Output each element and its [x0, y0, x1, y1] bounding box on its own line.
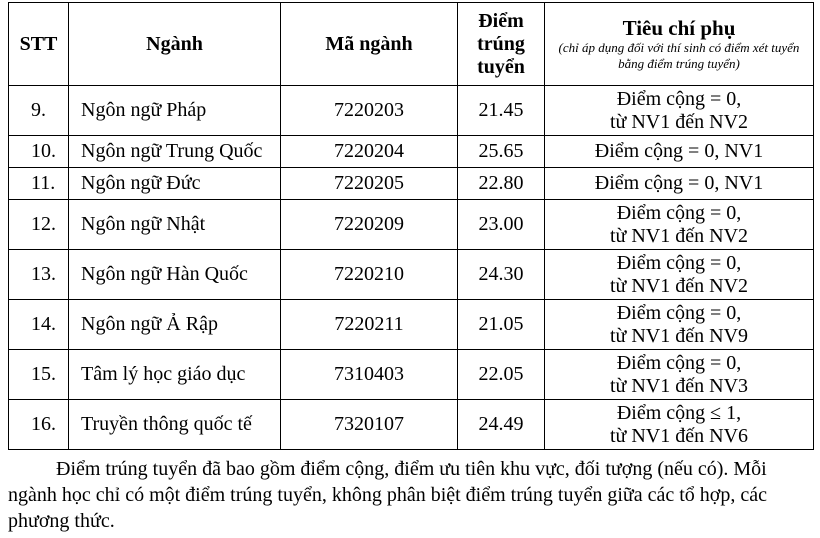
criteria-line: từ NV1 đến NV6 [609, 424, 749, 447]
cell-code: 7310403 [281, 350, 458, 400]
cell-major: Ngôn ngữ Nhật [69, 200, 281, 250]
cell-code: 7220204 [281, 136, 458, 168]
header-criteria-title: Tiêu chí phụ [622, 16, 736, 40]
cell-major: Ngôn ngữ Pháp [69, 86, 281, 136]
criteria-line: Điểm cộng = 0, [616, 201, 742, 224]
table-row [9, 250, 814, 300]
cell-score: 24.49 [458, 400, 545, 450]
table-row [9, 400, 814, 450]
cell-score: 25.65 [458, 136, 545, 168]
criteria-line: Điểm cộng = 0, [616, 301, 742, 324]
criteria-line: từ NV1 đến NV2 [609, 274, 749, 297]
cell-code: 7220205 [281, 168, 458, 200]
header-code: Mã ngành [281, 3, 458, 86]
cell-criteria [545, 400, 814, 450]
criteria-line: Điểm cộng = 0, [616, 251, 742, 274]
table-row [9, 350, 814, 400]
table-row [9, 200, 814, 250]
table-row [9, 300, 814, 350]
cell-criteria [545, 168, 814, 200]
cell-score: 22.05 [458, 350, 545, 400]
cell-major: Ngôn ngữ Ả Rập [69, 300, 281, 350]
cell-code: 7320107 [281, 400, 458, 450]
cell-stt: 11. [9, 168, 69, 200]
cell-stt: 13. [9, 250, 69, 300]
table-row [9, 168, 814, 200]
cell-code: 7220211 [281, 300, 458, 350]
criteria-line: Điểm cộng = 0, NV1 [594, 172, 764, 194]
cell-criteria [545, 86, 814, 136]
criteria-line: từ NV1 đến NV2 [609, 110, 749, 133]
criteria-line: Điểm cộng = 0, NV1 [594, 140, 764, 162]
cell-code: 7220210 [281, 250, 458, 300]
criteria-line: từ NV1 đến NV9 [609, 324, 749, 347]
footnote: Điểm trúng tuyển đã bao gồm điểm cộng, điểm ưu tiên khu vực, đối tượng (nếu có). Mỗi ngành học chỉ có một điểm trúng tuyển, không phân biệt điểm trúng tuyển giữa các tổ hợp, các phương thức. [8, 458, 767, 532]
cell-score: 21.45 [458, 86, 545, 136]
cell-criteria [545, 300, 814, 350]
cell-major: Ngôn ngữ Đức [69, 168, 281, 200]
table-body [9, 86, 814, 450]
cell-score: 21.05 [458, 300, 545, 350]
cell-criteria [545, 350, 814, 400]
criteria-line: từ NV1 đến NV2 [609, 224, 749, 247]
criteria-line: từ NV1 đến NV3 [609, 374, 749, 397]
criteria-line: Điểm cộng = 0, [616, 87, 742, 110]
cell-stt: 14. [9, 300, 69, 350]
table-row [9, 86, 814, 136]
header-score: Điểm trúng tuyển [458, 3, 545, 86]
table-row [9, 136, 814, 168]
cell-stt: 10. [9, 136, 69, 168]
cell-stt: 15. [9, 350, 69, 400]
cell-score: 22.80 [458, 168, 545, 200]
admission-score-table [8, 2, 814, 450]
cell-stt: 16. [9, 400, 69, 450]
cell-major: Truyền thông quốc tế [69, 400, 281, 450]
cell-criteria [545, 200, 814, 250]
header-criteria [545, 3, 814, 86]
criteria-line: Điểm cộng = 0, [616, 351, 742, 374]
cell-major: Ngôn ngữ Hàn Quốc [69, 250, 281, 300]
criteria-line: Điểm cộng ≤ 1, [616, 401, 742, 424]
cell-stt: 9. [9, 86, 69, 136]
table-header-row [9, 3, 814, 86]
cell-major: Ngôn ngữ Trung Quốc [69, 136, 281, 168]
cell-major: Tâm lý học giáo dục [69, 350, 281, 400]
cell-criteria [545, 250, 814, 300]
cell-stt: 12. [9, 200, 69, 250]
cell-code: 7220203 [281, 86, 458, 136]
cell-score: 24.30 [458, 250, 545, 300]
cell-code: 7220209 [281, 200, 458, 250]
header-stt: STT [9, 3, 69, 86]
cell-criteria [545, 136, 814, 168]
header-criteria-subtitle: (chỉ áp dụng đối với thí sinh có điểm xét tuyển bằng điểm trúng tuyển) [558, 40, 800, 71]
header-major: Ngành [69, 3, 281, 86]
cell-score: 23.00 [458, 200, 545, 250]
